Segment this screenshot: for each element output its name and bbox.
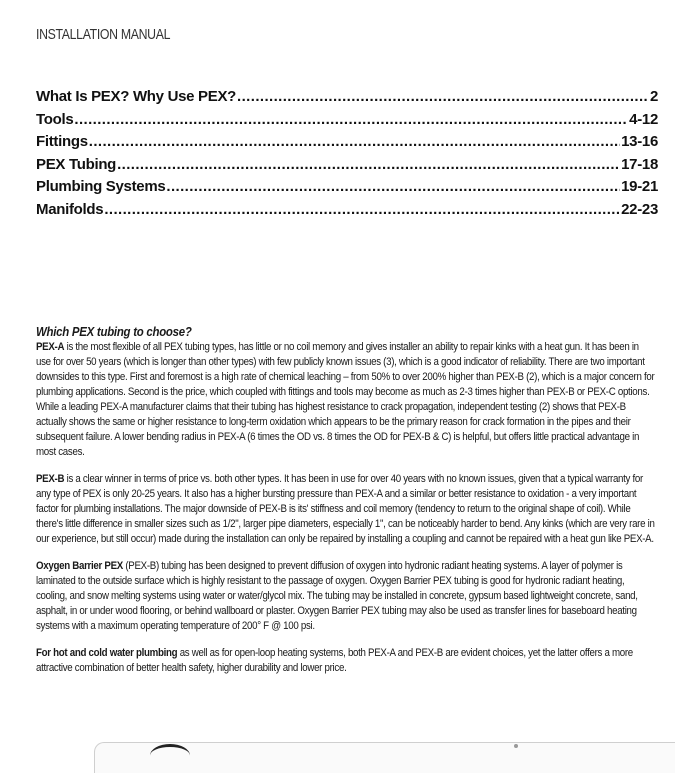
toc-entry-title: What Is PEX? Why Use PEX? bbox=[36, 88, 237, 105]
toc-leader-dots bbox=[89, 131, 620, 154]
toc-entry-page: 19-21 bbox=[621, 178, 658, 195]
paragraph-pex-b bbox=[36, 472, 656, 547]
toc-entry-page: 13-16 bbox=[621, 133, 658, 150]
toc-entry-page: 17-18 bbox=[621, 155, 658, 173]
paragraph-plumbing bbox=[36, 646, 656, 676]
toc-leader-dots bbox=[74, 109, 628, 132]
paragraph-lead: For hot and cold water plumbing bbox=[36, 647, 178, 659]
toc-entry[interactable] bbox=[36, 109, 658, 132]
article-section bbox=[36, 324, 656, 688]
page-header: INSTALLATION MANUAL bbox=[36, 26, 171, 43]
toc-entry-page: 22-23 bbox=[621, 200, 658, 218]
paragraph-oxygen-barrier bbox=[36, 559, 656, 634]
paragraph-lead: PEX-B bbox=[36, 473, 65, 485]
toc-entry[interactable] bbox=[36, 86, 658, 109]
section-heading: Which PEX tubing to choose? bbox=[36, 324, 192, 339]
toc-entry[interactable] bbox=[36, 176, 658, 199]
toc-entry-page: 4-12 bbox=[629, 110, 658, 128]
table-of-contents bbox=[36, 86, 658, 221]
paragraph-text: as well as for open-loop heating systems, both PEX-A and PEX-B are evident choices, yet the latter offers a more attractive combination of better health safety, higher durability and lower price. bbox=[36, 647, 633, 674]
paragraph-text: is the most flexible of all PEX tubing types, has little or no coil memory and gives installer an ability to repair kinks with a heat gun. It has been in use for over 50 years (which is longer than other types) with few publicly known issues (3), which is a good indicator of reliability. There are two important downsides to this type. First and foremost is a high rate of chemical leaching – from 50% to over 200% higher than PEX-B (2), which is a major concern for plumbing applications. Second is the price, which coupled with fittings and tools may become as much as 2-3 times higher than PEX-B or PEX-C options. While a leading PEX-A manufacturer claims that their tubing has highest resistance to crack propagation, independent testing (2) shows that PEX-B actually shows the same or higher resistance to long-term oxidation which appears to be the primary reason for crack formation in the pipes and their subsequent failure. A lower bending radius in PEX-A (6 times the OD vs. 8 times the OD for PEX-B & C) is helpful, but offers little practical advantage in most cases. bbox=[36, 341, 655, 458]
paragraph-lead: PEX-A bbox=[36, 341, 65, 353]
toc-leader-dots bbox=[237, 86, 649, 109]
paragraph-text: is a clear winner in terms of price vs. both other types. It has been in use for over 40 years with no known issues, given that a typical warranty for any type of PEX is only 20-25 years. It also has a higher bursting pressure than PEX-A and a similar or better resistance to oxidation - a very important factor for plumbing installations. The major downside of PEX-B is its' stiffness and coil memory (tendency to return to the original shape of coil). While there's little difference in smaller sizes such as 1/2", larger pipe diameters, especially 1", can be noticeably harder to bend. Any kinks (which are very rare in our experience, but still occur) made during the installation can only be repaired by installing a coupling and cannot be repaired with a heat gun like PEX-A. bbox=[36, 473, 655, 545]
toc-entry-title: Plumbing Systems bbox=[36, 178, 166, 195]
toc-entry-title: Tools bbox=[36, 110, 74, 128]
toc-leader-dots bbox=[117, 154, 620, 177]
paragraph-text: (PEX-B) tubing has been designed to prevent diffusion of oxygen into hydronic radiant heating systems. A layer of polymer is laminated to the outside surface which is highly resistant to the passage of oxygen. Oxygen Barrier PEX tubing is good for hydronic radiant heating, cooling, and snow melting systems using water or water/glycol mix. The tubing may be installed in concrete, gypsum based lightweight concrete, sand, asphalt, in or under wood flooring, or behind wallboard or plaster. Oxygen Barrier PEX tubing may also be used as transfer lines for baseboard heating systems with a maximum operating temperature of 200° F @ 100 psi. bbox=[36, 560, 638, 632]
bottom-circle-graphic bbox=[150, 744, 190, 767]
toc-leader-dots bbox=[104, 199, 620, 222]
bottom-dot-mark bbox=[514, 744, 518, 748]
toc-entry[interactable] bbox=[36, 154, 658, 177]
toc-entry[interactable] bbox=[36, 131, 658, 154]
toc-entry-title: PEX Tubing bbox=[36, 155, 117, 173]
toc-entry[interactable] bbox=[36, 199, 658, 222]
toc-leader-dots bbox=[166, 176, 620, 199]
toc-entry-page: 2 bbox=[649, 88, 658, 105]
toc-entry-title: Fittings bbox=[36, 133, 88, 150]
toc-entry-title: Manifolds bbox=[36, 200, 104, 218]
paragraph-pex-a bbox=[36, 340, 656, 460]
paragraph-lead: Oxygen Barrier PEX bbox=[36, 560, 123, 572]
